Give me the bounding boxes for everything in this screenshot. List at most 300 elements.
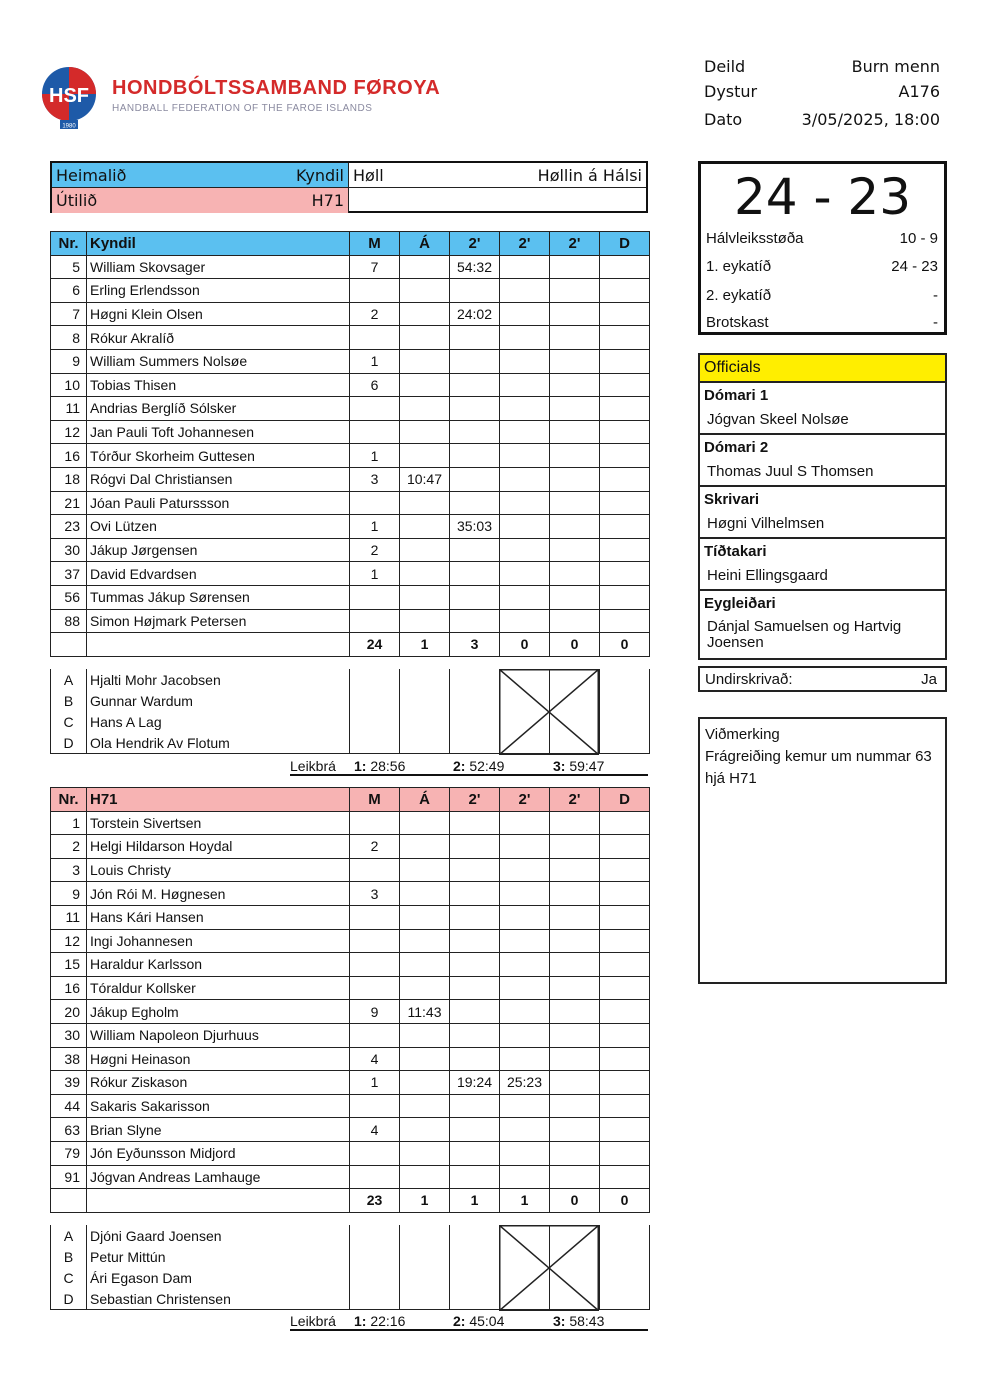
player-number: 16 <box>51 444 87 468</box>
player-stat-a <box>400 397 450 421</box>
timeout-label: Leikbrá <box>290 1313 336 1329</box>
official-entry: Dómari 2 Thomas Juul S Thomsen <box>700 435 945 487</box>
table-row <box>51 953 650 977</box>
meta-value: Burn menn <box>851 57 940 76</box>
player-stat-m <box>350 1023 400 1047</box>
table-row <box>51 1165 650 1189</box>
player-stat-d <box>600 491 650 515</box>
player-stat-a <box>400 1118 450 1142</box>
player-number: 12 <box>51 420 87 444</box>
player-stat-s1 <box>450 1165 500 1189</box>
federation-logo <box>40 62 441 132</box>
player-stat-d <box>600 929 650 953</box>
player-stat-s3 <box>550 349 600 373</box>
officials-header: Officials <box>700 355 945 383</box>
player-stat-d <box>600 349 650 373</box>
blank-cell <box>400 669 450 690</box>
blank-cell <box>87 1189 350 1213</box>
table-row <box>51 1071 650 1095</box>
player-stat-s3 <box>550 929 600 953</box>
player-stat-s3 <box>550 562 600 586</box>
player-number: 5 <box>51 255 87 279</box>
table-row <box>51 373 650 397</box>
player-stat-s3 <box>550 905 600 929</box>
player-stat-s2 <box>500 373 550 397</box>
blank-cell <box>350 669 400 690</box>
player-stat-s2 <box>500 444 550 468</box>
player-stat-a <box>400 1141 450 1165</box>
player-stat-s1 <box>450 444 500 468</box>
player-number: 9 <box>51 349 87 373</box>
player-stat-s3 <box>550 302 600 326</box>
home-timeout-3: 3: 59:47 <box>553 758 605 774</box>
meta-label: Dystur <box>704 82 758 101</box>
player-stat-d <box>600 397 650 421</box>
player-stat-s3 <box>550 1023 600 1047</box>
official-name: Sebastian Christensen <box>87 1288 350 1310</box>
player-number: 12 <box>51 929 87 953</box>
total-d: 0 <box>600 1189 650 1213</box>
player-number: 39 <box>51 1071 87 1095</box>
player-stat-a <box>400 882 450 906</box>
official-letter: A <box>51 669 87 690</box>
table-row <box>51 1023 650 1047</box>
player-number: 21 <box>51 491 87 515</box>
player-stat-m: 1 <box>350 444 400 468</box>
official-name: Ola Hendrik Av Flotum <box>87 732 350 754</box>
player-stat-m: 2 <box>350 302 400 326</box>
player-stat-s3 <box>550 953 600 977</box>
col-disqualification: D <box>600 232 650 256</box>
meta-match-number <box>704 82 940 101</box>
player-stat-s1 <box>450 467 500 491</box>
player-stat-m <box>350 326 400 350</box>
player-number: 88 <box>51 609 87 633</box>
official-entry: Skrivari Høgni Vilhelmsen <box>700 487 945 539</box>
official-entry: Eygleiðari Dánjal Samuelsen og Hartvig Joensen <box>704 595 902 651</box>
blank-cell <box>350 1288 400 1310</box>
score-line: 1. eykatíð 24 - 23 <box>706 258 938 275</box>
player-stat-d <box>600 1118 650 1142</box>
col-suspension-1: 2' <box>450 788 500 812</box>
player-stat-s3 <box>550 858 600 882</box>
player-stat-d <box>600 1141 650 1165</box>
player-stat-s1: 54:32 <box>450 255 500 279</box>
player-stat-s3 <box>550 326 600 350</box>
player-stat-a <box>400 326 450 350</box>
player-number: 7 <box>51 302 87 326</box>
player-stat-m: 4 <box>350 1047 400 1071</box>
player-stat-s2 <box>500 1047 550 1071</box>
col-suspension-2: 2' <box>500 788 550 812</box>
player-number: 23 <box>51 515 87 539</box>
player-stat-s1 <box>450 929 500 953</box>
player-stat-d <box>600 858 650 882</box>
blank-cell <box>600 1246 650 1267</box>
away-timeout-3: 3: 58:43 <box>553 1313 605 1329</box>
player-name: Jón Eyðunsson Midjord <box>87 1141 350 1165</box>
player-stat-s1 <box>450 397 500 421</box>
player-stat-s2 <box>500 929 550 953</box>
player-name: William Summers Nolsøe <box>87 349 350 373</box>
signed-value: Ja <box>921 670 937 688</box>
player-stat-d <box>600 326 650 350</box>
player-stat-m <box>350 953 400 977</box>
player-stat-d <box>600 1071 650 1095</box>
player-name: Jan Pauli Toft Johannesen <box>87 420 350 444</box>
player-stat-a <box>400 585 450 609</box>
player-stat-s2 <box>500 1165 550 1189</box>
player-stat-s2 <box>500 326 550 350</box>
blank-cell <box>600 1225 650 1246</box>
player-stat-s3 <box>550 1000 600 1024</box>
table-row <box>51 835 650 859</box>
player-name: Ovi Lützen <box>87 515 350 539</box>
home-timeouts <box>290 758 336 774</box>
player-stat-s3 <box>550 279 600 303</box>
player-stat-a <box>400 420 450 444</box>
home-timeout-2: 2: 52:49 <box>453 758 505 774</box>
player-name: Jón Rói M. Høgnesen <box>87 882 350 906</box>
player-number: 20 <box>51 1000 87 1024</box>
table-row <box>51 562 650 586</box>
table-row <box>51 420 650 444</box>
player-name: Tórður Skorheim Guttesen <box>87 444 350 468</box>
home-timeout-1: 1: 28:56 <box>354 758 406 774</box>
player-stat-s2 <box>500 1094 550 1118</box>
table-row <box>51 585 650 609</box>
player-number: 37 <box>51 562 87 586</box>
player-stat-s3 <box>550 1165 600 1189</box>
blank-cell <box>600 711 650 732</box>
player-stat-m: 2 <box>350 835 400 859</box>
match-header <box>50 161 648 213</box>
player-number: 8 <box>51 326 87 350</box>
player-stat-s1 <box>450 609 500 633</box>
player-stat-m <box>350 279 400 303</box>
player-name: Haraldur Karlsson <box>87 953 350 977</box>
player-name: Sakaris Sakarisson <box>87 1094 350 1118</box>
player-stat-s1 <box>450 349 500 373</box>
player-stat-s1 <box>450 1094 500 1118</box>
player-stat-s2 <box>500 397 550 421</box>
table-row <box>51 302 650 326</box>
player-stat-d <box>600 976 650 1000</box>
final-score: 24 - 23 <box>733 168 912 226</box>
blank-cell <box>400 690 450 711</box>
player-stat-m <box>350 905 400 929</box>
player-stat-s1 <box>450 562 500 586</box>
table-row <box>51 976 650 1000</box>
meta-division <box>704 57 940 76</box>
player-stat-s1 <box>450 976 500 1000</box>
official-letter: A <box>51 1225 87 1246</box>
table-row <box>51 1141 650 1165</box>
player-stat-a <box>400 1071 450 1095</box>
player-stat-s1 <box>450 882 500 906</box>
player-stat-m: 2 <box>350 538 400 562</box>
federation-name: HONDBÓLTSSAMBAND FØROYA <box>112 77 441 99</box>
table-row <box>51 467 650 491</box>
table-row <box>51 1094 650 1118</box>
meta-label: Dato <box>704 110 743 129</box>
venue-name: Høllin á Hálsi <box>537 165 642 185</box>
player-number: 30 <box>51 538 87 562</box>
player-stat-m <box>350 585 400 609</box>
away-label: Útilið <box>56 191 98 210</box>
player-stat-m <box>350 1165 400 1189</box>
player-stat-s3 <box>550 811 600 835</box>
official-entry: Tíðtakari Heini Ellingsgaard <box>700 539 945 591</box>
player-stat-a <box>400 1094 450 1118</box>
player-stat-a <box>400 538 450 562</box>
player-stat-a <box>400 858 450 882</box>
player-stat-d <box>600 467 650 491</box>
player-stat-a <box>400 515 450 539</box>
player-stat-a <box>400 811 450 835</box>
player-stat-s2 <box>500 562 550 586</box>
player-stat-d <box>600 1047 650 1071</box>
player-number: 1 <box>51 811 87 835</box>
score-line: 2. eykatíð - <box>706 287 938 304</box>
player-number: 10 <box>51 373 87 397</box>
player-stat-a <box>400 255 450 279</box>
player-name: Tóraldur Kollsker <box>87 976 350 1000</box>
official-letter: B <box>51 1246 87 1267</box>
player-name: Tobias Thisen <box>87 373 350 397</box>
player-number: 56 <box>51 585 87 609</box>
player-stat-s1 <box>450 953 500 977</box>
player-name: Hans Kári Hansen <box>87 905 350 929</box>
player-stat-s2 <box>500 953 550 977</box>
player-stat-m <box>350 929 400 953</box>
col-warning: Á <box>400 232 450 256</box>
player-stat-s3 <box>550 1071 600 1095</box>
col-team-name: H71 <box>87 788 350 812</box>
player-stat-m <box>350 858 400 882</box>
table-header-row <box>51 788 650 812</box>
player-name: Ingi Johannesen <box>87 929 350 953</box>
player-stat-a <box>400 1165 450 1189</box>
player-stat-s3 <box>550 609 600 633</box>
player-stat-a <box>400 349 450 373</box>
player-name: Rógvi Dal Christiansen <box>87 467 350 491</box>
player-stat-m <box>350 491 400 515</box>
home-roster-table <box>50 231 650 657</box>
player-number: 6 <box>51 279 87 303</box>
meta-value: 3/05/2025, 18:00 <box>801 110 940 129</box>
away-timeout-2: 2: 45:04 <box>453 1313 505 1329</box>
player-stat-s1 <box>450 491 500 515</box>
blank-cell <box>350 1246 400 1267</box>
cross-out-box <box>499 669 599 755</box>
score-box <box>698 161 947 335</box>
player-stat-s1 <box>450 858 500 882</box>
table-row <box>51 905 650 929</box>
player-stat-s1 <box>450 1000 500 1024</box>
player-stat-s1 <box>450 326 500 350</box>
player-stat-a <box>400 1047 450 1071</box>
player-stat-a <box>400 929 450 953</box>
total-s1: 3 <box>450 633 500 657</box>
player-number: 11 <box>51 397 87 421</box>
blank-cell <box>350 1267 400 1288</box>
player-stat-s3 <box>550 1118 600 1142</box>
officials-box <box>698 353 947 660</box>
official-name: Petur Mittún <box>87 1246 350 1267</box>
player-stat-s3 <box>550 444 600 468</box>
table-row <box>51 326 650 350</box>
player-stat-s2: 25:23 <box>500 1071 550 1095</box>
player-stat-a <box>400 1023 450 1047</box>
score-line: Brotskast - <box>706 314 938 331</box>
away-team-name: H71 <box>311 191 344 210</box>
player-stat-s2 <box>500 467 550 491</box>
official-name: Hjalti Mohr Jacobsen <box>87 669 350 690</box>
blank-cell <box>400 1288 450 1310</box>
player-stat-s2 <box>500 1141 550 1165</box>
official-name: Djóni Gaard Joensen <box>87 1225 350 1246</box>
col-goals: M <box>350 788 400 812</box>
total-s1: 1 <box>450 1189 500 1213</box>
player-stat-s2 <box>500 302 550 326</box>
official-letter: C <box>51 711 87 732</box>
player-stat-d <box>600 373 650 397</box>
player-name: David Edvardsen <box>87 562 350 586</box>
player-stat-m: 1 <box>350 515 400 539</box>
player-stat-a: 10:47 <box>400 467 450 491</box>
player-stat-s1 <box>450 905 500 929</box>
player-stat-d <box>600 811 650 835</box>
table-row <box>51 444 650 468</box>
table-row <box>51 515 650 539</box>
player-stat-a <box>400 609 450 633</box>
away-timeouts <box>290 1313 336 1329</box>
player-stat-s3 <box>550 467 600 491</box>
divider <box>290 1329 648 1331</box>
blank-cell <box>87 633 350 657</box>
total-a: 1 <box>400 633 450 657</box>
player-stat-s2 <box>500 255 550 279</box>
away-timeout-1: 1: 22:16 <box>354 1313 406 1329</box>
player-stat-s1 <box>450 835 500 859</box>
player-number: 15 <box>51 953 87 977</box>
player-stat-s3 <box>550 1141 600 1165</box>
blank-cell <box>51 1189 87 1213</box>
blank-cell <box>600 732 650 754</box>
signed-box <box>698 666 947 692</box>
table-row <box>51 397 650 421</box>
player-stat-s2 <box>500 279 550 303</box>
meta-date <box>704 110 940 129</box>
player-number: 9 <box>51 882 87 906</box>
total-s3: 0 <box>550 1189 600 1213</box>
player-stat-d <box>600 1165 650 1189</box>
player-stat-s3 <box>550 491 600 515</box>
player-name: Jóan Pauli Paturssson <box>87 491 350 515</box>
table-row <box>51 929 650 953</box>
table-row <box>51 811 650 835</box>
player-name: Andrias Berglíð Sólsker <box>87 397 350 421</box>
player-stat-a <box>400 302 450 326</box>
player-stat-s1 <box>450 1141 500 1165</box>
player-stat-d <box>600 1023 650 1047</box>
col-warning: Á <box>400 788 450 812</box>
home-team-name: Kyndil <box>296 165 344 185</box>
col-team-name: Kyndil <box>87 232 350 256</box>
cross-out-box <box>499 1225 599 1311</box>
player-stat-d <box>600 953 650 977</box>
player-stat-d <box>600 1000 650 1024</box>
table-row <box>51 882 650 906</box>
official-name: Ári Egason Dam <box>87 1267 350 1288</box>
player-stat-s2 <box>500 1118 550 1142</box>
player-stat-s1 <box>450 373 500 397</box>
player-stat-m: 3 <box>350 882 400 906</box>
player-number: 63 <box>51 1118 87 1142</box>
player-stat-m <box>350 397 400 421</box>
player-stat-s3 <box>550 420 600 444</box>
player-stat-m <box>350 609 400 633</box>
player-stat-s3 <box>550 835 600 859</box>
player-stat-s1 <box>450 1047 500 1071</box>
player-stat-s2 <box>500 491 550 515</box>
player-name: Helgi Hildarson Hoydal <box>87 835 350 859</box>
divider <box>290 774 648 776</box>
player-stat-s2 <box>500 609 550 633</box>
player-stat-s3 <box>550 1094 600 1118</box>
player-stat-s1 <box>450 1118 500 1142</box>
player-number: 11 <box>51 905 87 929</box>
blank-cell <box>600 690 650 711</box>
col-suspension-3: 2' <box>550 232 600 256</box>
official-letter: B <box>51 690 87 711</box>
player-stat-m <box>350 811 400 835</box>
player-stat-s2 <box>500 905 550 929</box>
player-stat-s2 <box>500 1000 550 1024</box>
player-stat-m: 7 <box>350 255 400 279</box>
total-s2: 0 <box>500 633 550 657</box>
player-stat-s3 <box>550 882 600 906</box>
official-name: Gunnar Wardum <box>87 690 350 711</box>
player-stat-s3 <box>550 515 600 539</box>
player-name: Høgni Heinason <box>87 1047 350 1071</box>
col-suspension-2: 2' <box>500 232 550 256</box>
total-d: 0 <box>600 633 650 657</box>
player-stat-d <box>600 562 650 586</box>
player-stat-s1 <box>450 585 500 609</box>
blank-cell <box>600 1288 650 1310</box>
col-goals: M <box>350 232 400 256</box>
player-stat-a <box>400 373 450 397</box>
player-stat-s2 <box>500 811 550 835</box>
player-stat-s2 <box>500 538 550 562</box>
svg-text:HSF: HSF <box>49 85 89 107</box>
player-stat-s2 <box>500 976 550 1000</box>
player-number: 3 <box>51 858 87 882</box>
player-stat-d <box>600 255 650 279</box>
total-m: 24 <box>350 633 400 657</box>
player-name: Tummas Jákup Sørensen <box>87 585 350 609</box>
player-stat-d <box>600 835 650 859</box>
blank-cell <box>400 1225 450 1246</box>
table-row <box>51 1000 650 1024</box>
player-name: Torstein Sivertsen <box>87 811 350 835</box>
blank-cell <box>350 1225 400 1246</box>
player-stat-m: 9 <box>350 1000 400 1024</box>
table-row <box>51 349 650 373</box>
player-stat-s3 <box>550 976 600 1000</box>
